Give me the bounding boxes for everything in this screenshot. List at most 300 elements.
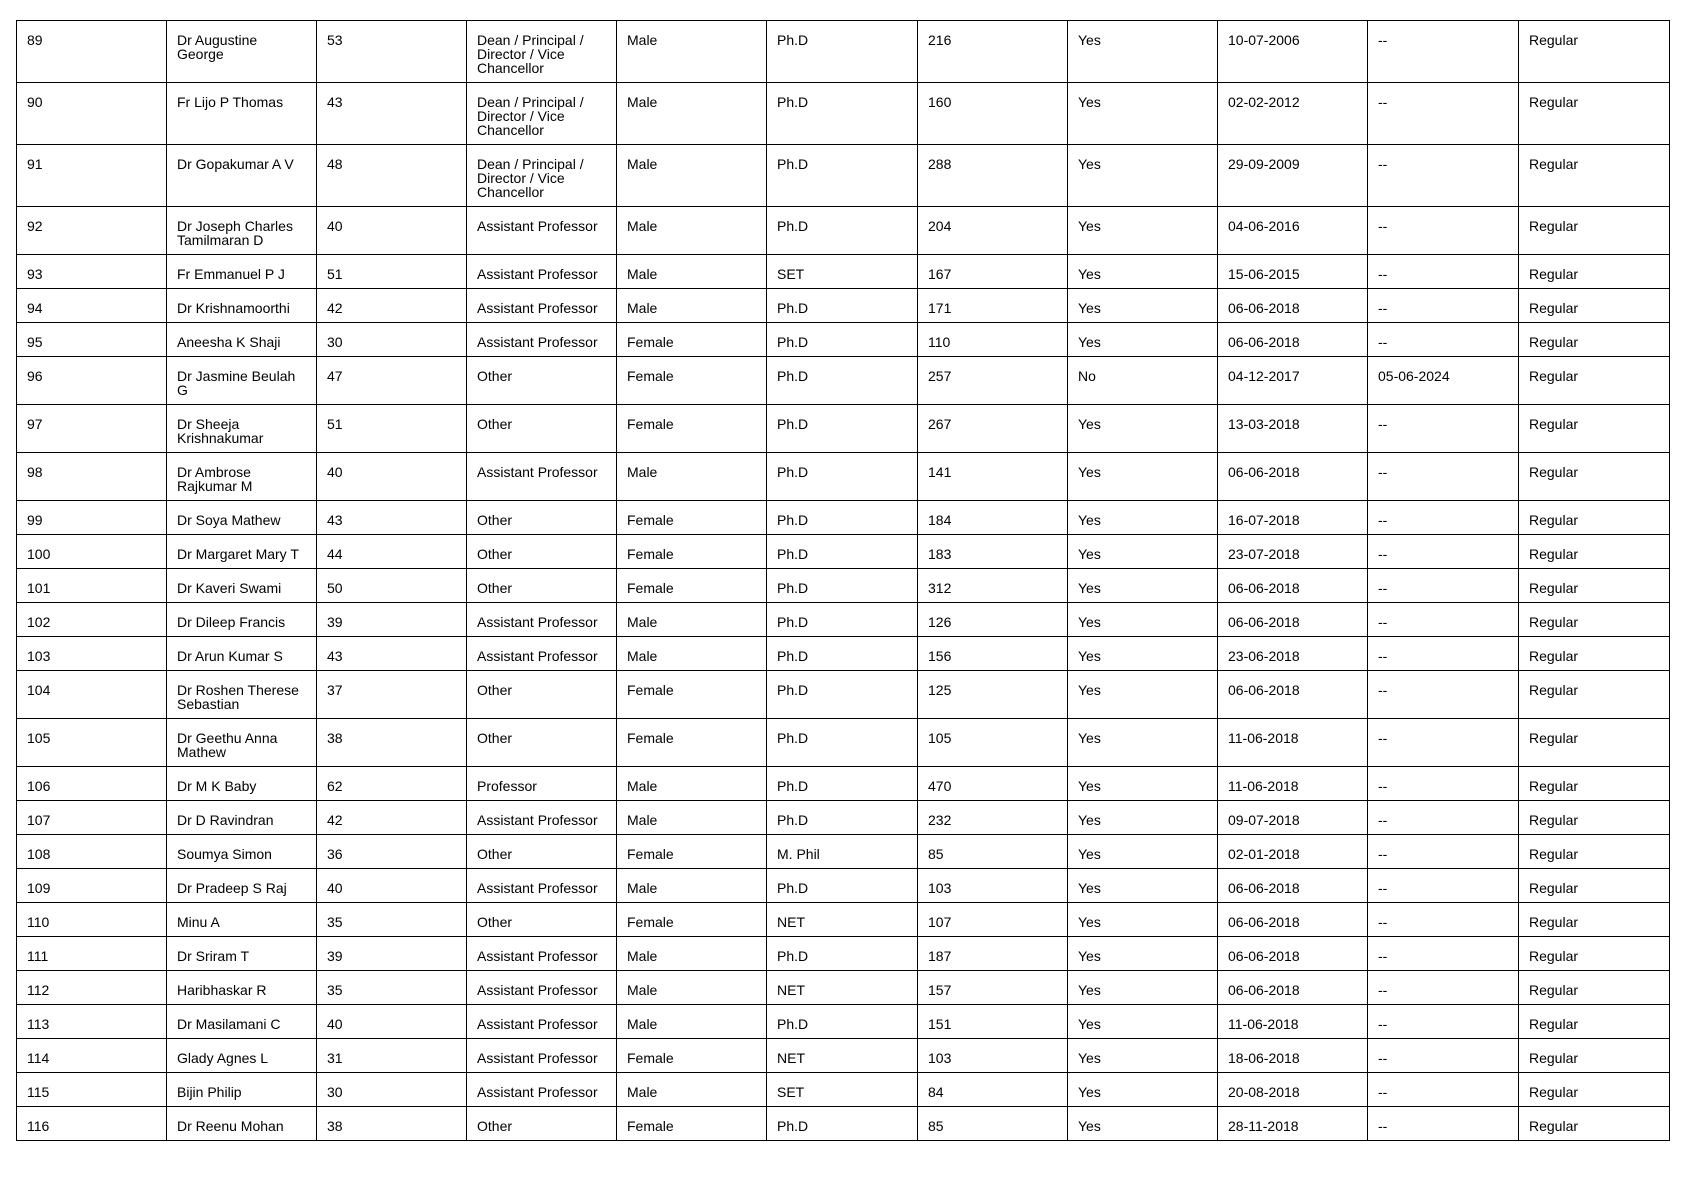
table-row — [17, 535, 1670, 569]
permanent-cell: Yes — [1068, 323, 1218, 357]
appointment-nature-cell: Regular — [1519, 903, 1670, 937]
name-cell: Haribhaskar R — [167, 971, 317, 1005]
leaving-date-cell: -- — [1368, 1073, 1519, 1107]
gender-cell: Male — [617, 255, 767, 289]
qualification-cell: NET — [767, 903, 918, 937]
experience-cell: 183 — [918, 535, 1068, 569]
designation-cell: Other — [467, 719, 617, 767]
experience-cell: 470 — [918, 767, 1068, 801]
designation-cell: Assistant Professor — [467, 453, 617, 501]
table-row — [17, 145, 1670, 207]
joining-date-cell: 02-02-2012 — [1218, 83, 1368, 145]
joining-date-cell: 10-07-2006 — [1218, 21, 1368, 83]
appointment-nature-cell: Regular — [1519, 323, 1670, 357]
name-cell: Soumya Simon — [167, 835, 317, 869]
joining-date-cell: 13-03-2018 — [1218, 405, 1368, 453]
gender-cell: Female — [617, 1107, 767, 1141]
gender-cell: Female — [617, 1039, 767, 1073]
appointment-nature-cell: Regular — [1519, 1005, 1670, 1039]
serial-number-cell: 104 — [17, 671, 167, 719]
gender-cell: Female — [617, 671, 767, 719]
designation-cell: Other — [467, 835, 617, 869]
name-cell: Dr Kaveri Swami — [167, 569, 317, 603]
serial-number-cell: 116 — [17, 1107, 167, 1141]
experience-cell: 103 — [918, 1039, 1068, 1073]
age-cell: 43 — [317, 501, 467, 535]
permanent-cell: Yes — [1068, 835, 1218, 869]
name-cell: Dr Joseph Charles Tamilmaran D — [167, 207, 317, 255]
experience-cell: 85 — [918, 1107, 1068, 1141]
leaving-date-cell: -- — [1368, 801, 1519, 835]
qualification-cell: Ph.D — [767, 501, 918, 535]
joining-date-cell: 04-06-2016 — [1218, 207, 1368, 255]
permanent-cell: Yes — [1068, 719, 1218, 767]
leaving-date-cell: -- — [1368, 569, 1519, 603]
experience-cell: 171 — [918, 289, 1068, 323]
qualification-cell: Ph.D — [767, 671, 918, 719]
age-cell: 38 — [317, 719, 467, 767]
experience-cell: 126 — [918, 603, 1068, 637]
age-cell: 30 — [317, 323, 467, 357]
joining-date-cell: 23-07-2018 — [1218, 535, 1368, 569]
serial-number-cell: 94 — [17, 289, 167, 323]
designation-cell: Assistant Professor — [467, 255, 617, 289]
appointment-nature-cell: Regular — [1519, 835, 1670, 869]
experience-cell: 156 — [918, 637, 1068, 671]
designation-cell: Assistant Professor — [467, 971, 617, 1005]
designation-cell: Other — [467, 1107, 617, 1141]
name-cell: Dr Soya Mathew — [167, 501, 317, 535]
experience-cell: 216 — [918, 21, 1068, 83]
permanent-cell: No — [1068, 357, 1218, 405]
serial-number-cell: 93 — [17, 255, 167, 289]
permanent-cell: Yes — [1068, 255, 1218, 289]
gender-cell: Male — [617, 767, 767, 801]
gender-cell: Female — [617, 535, 767, 569]
leaving-date-cell: -- — [1368, 83, 1519, 145]
gender-cell: Male — [617, 207, 767, 255]
permanent-cell: Yes — [1068, 405, 1218, 453]
leaving-date-cell: 05-06-2024 — [1368, 357, 1519, 405]
qualification-cell: Ph.D — [767, 289, 918, 323]
permanent-cell: Yes — [1068, 453, 1218, 501]
joining-date-cell: 06-06-2018 — [1218, 869, 1368, 903]
leaving-date-cell: -- — [1368, 323, 1519, 357]
appointment-nature-cell: Regular — [1519, 535, 1670, 569]
gender-cell: Female — [617, 719, 767, 767]
age-cell: 42 — [317, 289, 467, 323]
document-page — [16, 20, 1669, 1141]
serial-number-cell: 102 — [17, 603, 167, 637]
gender-cell: Female — [617, 357, 767, 405]
name-cell: Dr Reenu Mohan — [167, 1107, 317, 1141]
gender-cell: Male — [617, 971, 767, 1005]
experience-cell: 184 — [918, 501, 1068, 535]
serial-number-cell: 106 — [17, 767, 167, 801]
serial-number-cell: 108 — [17, 835, 167, 869]
designation-cell: Assistant Professor — [467, 869, 617, 903]
permanent-cell: Yes — [1068, 937, 1218, 971]
table-row — [17, 255, 1670, 289]
permanent-cell: Yes — [1068, 145, 1218, 207]
leaving-date-cell: -- — [1368, 207, 1519, 255]
joining-date-cell: 09-07-2018 — [1218, 801, 1368, 835]
designation-cell: Other — [467, 501, 617, 535]
appointment-nature-cell: Regular — [1519, 83, 1670, 145]
designation-cell: Other — [467, 357, 617, 405]
qualification-cell: SET — [767, 1073, 918, 1107]
qualification-cell: Ph.D — [767, 767, 918, 801]
designation-cell: Other — [467, 569, 617, 603]
serial-number-cell: 95 — [17, 323, 167, 357]
designation-cell: Assistant Professor — [467, 207, 617, 255]
name-cell: Dr Margaret Mary T — [167, 535, 317, 569]
appointment-nature-cell: Regular — [1519, 289, 1670, 323]
experience-cell: 105 — [918, 719, 1068, 767]
joining-date-cell: 15-06-2015 — [1218, 255, 1368, 289]
experience-cell: 257 — [918, 357, 1068, 405]
leaving-date-cell: -- — [1368, 903, 1519, 937]
designation-cell: Dean / Principal / Director / Vice Chancellor — [467, 21, 617, 83]
name-cell: Minu A — [167, 903, 317, 937]
permanent-cell: Yes — [1068, 83, 1218, 145]
table-row — [17, 21, 1670, 83]
table-row — [17, 1005, 1670, 1039]
serial-number-cell: 109 — [17, 869, 167, 903]
table-row — [17, 801, 1670, 835]
table-row — [17, 767, 1670, 801]
name-cell: Dr Masilamani C — [167, 1005, 317, 1039]
gender-cell: Male — [617, 937, 767, 971]
qualification-cell: Ph.D — [767, 405, 918, 453]
leaving-date-cell: -- — [1368, 719, 1519, 767]
name-cell: Glady Agnes L — [167, 1039, 317, 1073]
joining-date-cell: 06-06-2018 — [1218, 603, 1368, 637]
appointment-nature-cell: Regular — [1519, 145, 1670, 207]
table-row — [17, 569, 1670, 603]
appointment-nature-cell: Regular — [1519, 1073, 1670, 1107]
designation-cell: Other — [467, 903, 617, 937]
age-cell: 40 — [317, 207, 467, 255]
age-cell: 35 — [317, 903, 467, 937]
permanent-cell: Yes — [1068, 535, 1218, 569]
permanent-cell: Yes — [1068, 21, 1218, 83]
leaving-date-cell: -- — [1368, 145, 1519, 207]
name-cell: Dr Ambrose Rajkumar M — [167, 453, 317, 501]
age-cell: 40 — [317, 869, 467, 903]
leaving-date-cell: -- — [1368, 671, 1519, 719]
permanent-cell: Yes — [1068, 603, 1218, 637]
gender-cell: Female — [617, 323, 767, 357]
table-row — [17, 207, 1670, 255]
age-cell: 53 — [317, 21, 467, 83]
table-row — [17, 323, 1670, 357]
experience-cell: 85 — [918, 835, 1068, 869]
serial-number-cell: 107 — [17, 801, 167, 835]
qualification-cell: Ph.D — [767, 801, 918, 835]
age-cell: 47 — [317, 357, 467, 405]
age-cell: 42 — [317, 801, 467, 835]
appointment-nature-cell: Regular — [1519, 501, 1670, 535]
serial-number-cell: 115 — [17, 1073, 167, 1107]
appointment-nature-cell: Regular — [1519, 767, 1670, 801]
age-cell: 37 — [317, 671, 467, 719]
qualification-cell: Ph.D — [767, 603, 918, 637]
joining-date-cell: 20-08-2018 — [1218, 1073, 1368, 1107]
serial-number-cell: 112 — [17, 971, 167, 1005]
age-cell: 31 — [317, 1039, 467, 1073]
appointment-nature-cell: Regular — [1519, 971, 1670, 1005]
serial-number-cell: 113 — [17, 1005, 167, 1039]
permanent-cell: Yes — [1068, 207, 1218, 255]
leaving-date-cell: -- — [1368, 937, 1519, 971]
experience-cell: 187 — [918, 937, 1068, 971]
leaving-date-cell: -- — [1368, 767, 1519, 801]
serial-number-cell: 114 — [17, 1039, 167, 1073]
serial-number-cell: 105 — [17, 719, 167, 767]
gender-cell: Male — [617, 1073, 767, 1107]
name-cell: Bijin Philip — [167, 1073, 317, 1107]
appointment-nature-cell: Regular — [1519, 1107, 1670, 1141]
gender-cell: Male — [617, 21, 767, 83]
appointment-nature-cell: Regular — [1519, 869, 1670, 903]
permanent-cell: Yes — [1068, 569, 1218, 603]
appointment-nature-cell: Regular — [1519, 569, 1670, 603]
table-row — [17, 719, 1670, 767]
joining-date-cell: 06-06-2018 — [1218, 971, 1368, 1005]
appointment-nature-cell: Regular — [1519, 453, 1670, 501]
age-cell: 48 — [317, 145, 467, 207]
experience-cell: 167 — [918, 255, 1068, 289]
permanent-cell: Yes — [1068, 1107, 1218, 1141]
qualification-cell: Ph.D — [767, 719, 918, 767]
gender-cell: Male — [617, 869, 767, 903]
permanent-cell: Yes — [1068, 1073, 1218, 1107]
joining-date-cell: 16-07-2018 — [1218, 501, 1368, 535]
designation-cell: Assistant Professor — [467, 801, 617, 835]
joining-date-cell: 28-11-2018 — [1218, 1107, 1368, 1141]
table-row — [17, 1073, 1670, 1107]
name-cell: Dr Augustine George — [167, 21, 317, 83]
qualification-cell: Ph.D — [767, 569, 918, 603]
appointment-nature-cell: Regular — [1519, 21, 1670, 83]
name-cell: Dr Dileep Francis — [167, 603, 317, 637]
leaving-date-cell: -- — [1368, 453, 1519, 501]
qualification-cell: Ph.D — [767, 937, 918, 971]
permanent-cell: Yes — [1068, 501, 1218, 535]
permanent-cell: Yes — [1068, 971, 1218, 1005]
gender-cell: Male — [617, 637, 767, 671]
designation-cell: Dean / Principal / Director / Vice Chancellor — [467, 83, 617, 145]
joining-date-cell: 06-06-2018 — [1218, 937, 1368, 971]
permanent-cell: Yes — [1068, 289, 1218, 323]
gender-cell: Male — [617, 145, 767, 207]
faculty-table — [16, 20, 1670, 1141]
table-row — [17, 869, 1670, 903]
age-cell: 44 — [317, 535, 467, 569]
age-cell: 43 — [317, 83, 467, 145]
name-cell: Fr Emmanuel P J — [167, 255, 317, 289]
experience-cell: 267 — [918, 405, 1068, 453]
name-cell: Dr Roshen Therese Sebastian — [167, 671, 317, 719]
designation-cell: Assistant Professor — [467, 603, 617, 637]
leaving-date-cell: -- — [1368, 1107, 1519, 1141]
experience-cell: 110 — [918, 323, 1068, 357]
gender-cell: Female — [617, 405, 767, 453]
table-body — [17, 21, 1670, 1141]
appointment-nature-cell: Regular — [1519, 719, 1670, 767]
table-row — [17, 1107, 1670, 1141]
name-cell: Dr Pradeep S Raj — [167, 869, 317, 903]
leaving-date-cell: -- — [1368, 869, 1519, 903]
designation-cell: Assistant Professor — [467, 1005, 617, 1039]
leaving-date-cell: -- — [1368, 535, 1519, 569]
leaving-date-cell: -- — [1368, 289, 1519, 323]
name-cell: Fr Lijo P Thomas — [167, 83, 317, 145]
name-cell: Dr Geethu Anna Mathew — [167, 719, 317, 767]
appointment-nature-cell: Regular — [1519, 207, 1670, 255]
joining-date-cell: 06-06-2018 — [1218, 289, 1368, 323]
table-row — [17, 1039, 1670, 1073]
qualification-cell: NET — [767, 1039, 918, 1073]
designation-cell: Other — [467, 405, 617, 453]
permanent-cell: Yes — [1068, 671, 1218, 719]
experience-cell: 103 — [918, 869, 1068, 903]
serial-number-cell: 110 — [17, 903, 167, 937]
experience-cell: 204 — [918, 207, 1068, 255]
experience-cell: 232 — [918, 801, 1068, 835]
table-row — [17, 937, 1670, 971]
table-row — [17, 289, 1670, 323]
qualification-cell: Ph.D — [767, 357, 918, 405]
name-cell: Dr Krishnamoorthi — [167, 289, 317, 323]
qualification-cell: Ph.D — [767, 1107, 918, 1141]
experience-cell: 157 — [918, 971, 1068, 1005]
designation-cell: Assistant Professor — [467, 323, 617, 357]
gender-cell: Male — [617, 603, 767, 637]
name-cell: Dr Jasmine Beulah G — [167, 357, 317, 405]
serial-number-cell: 111 — [17, 937, 167, 971]
age-cell: 62 — [317, 767, 467, 801]
permanent-cell: Yes — [1068, 903, 1218, 937]
age-cell: 40 — [317, 1005, 467, 1039]
designation-cell: Other — [467, 535, 617, 569]
designation-cell: Assistant Professor — [467, 937, 617, 971]
permanent-cell: Yes — [1068, 767, 1218, 801]
appointment-nature-cell: Regular — [1519, 801, 1670, 835]
experience-cell: 151 — [918, 1005, 1068, 1039]
joining-date-cell: 06-06-2018 — [1218, 671, 1368, 719]
leaving-date-cell: -- — [1368, 501, 1519, 535]
age-cell: 51 — [317, 405, 467, 453]
table-row — [17, 405, 1670, 453]
age-cell: 51 — [317, 255, 467, 289]
serial-number-cell: 92 — [17, 207, 167, 255]
name-cell: Dr D Ravindran — [167, 801, 317, 835]
serial-number-cell: 100 — [17, 535, 167, 569]
name-cell: Dr Gopakumar A V — [167, 145, 317, 207]
qualification-cell: Ph.D — [767, 453, 918, 501]
experience-cell: 288 — [918, 145, 1068, 207]
serial-number-cell: 97 — [17, 405, 167, 453]
name-cell: Dr Arun Kumar S — [167, 637, 317, 671]
joining-date-cell: 06-06-2018 — [1218, 569, 1368, 603]
designation-cell: Other — [467, 671, 617, 719]
experience-cell: 84 — [918, 1073, 1068, 1107]
qualification-cell: Ph.D — [767, 207, 918, 255]
age-cell: 39 — [317, 937, 467, 971]
permanent-cell: Yes — [1068, 637, 1218, 671]
designation-cell: Assistant Professor — [467, 1039, 617, 1073]
table-row — [17, 603, 1670, 637]
serial-number-cell: 91 — [17, 145, 167, 207]
leaving-date-cell: -- — [1368, 255, 1519, 289]
appointment-nature-cell: Regular — [1519, 357, 1670, 405]
qualification-cell: Ph.D — [767, 1005, 918, 1039]
name-cell: Dr Sheeja Krishnakumar — [167, 405, 317, 453]
qualification-cell: Ph.D — [767, 323, 918, 357]
table-row — [17, 83, 1670, 145]
leaving-date-cell: -- — [1368, 603, 1519, 637]
table-row — [17, 501, 1670, 535]
appointment-nature-cell: Regular — [1519, 255, 1670, 289]
appointment-nature-cell: Regular — [1519, 637, 1670, 671]
serial-number-cell: 103 — [17, 637, 167, 671]
serial-number-cell: 101 — [17, 569, 167, 603]
leaving-date-cell: -- — [1368, 1039, 1519, 1073]
experience-cell: 160 — [918, 83, 1068, 145]
permanent-cell: Yes — [1068, 1039, 1218, 1073]
qualification-cell: Ph.D — [767, 535, 918, 569]
permanent-cell: Yes — [1068, 1005, 1218, 1039]
age-cell: 30 — [317, 1073, 467, 1107]
leaving-date-cell: -- — [1368, 405, 1519, 453]
appointment-nature-cell: Regular — [1519, 405, 1670, 453]
name-cell: Aneesha K Shaji — [167, 323, 317, 357]
table-row — [17, 671, 1670, 719]
gender-cell: Female — [617, 501, 767, 535]
qualification-cell: Ph.D — [767, 21, 918, 83]
joining-date-cell: 18-06-2018 — [1218, 1039, 1368, 1073]
serial-number-cell: 90 — [17, 83, 167, 145]
leaving-date-cell: -- — [1368, 21, 1519, 83]
joining-date-cell: 11-06-2018 — [1218, 1005, 1368, 1039]
qualification-cell: SET — [767, 255, 918, 289]
appointment-nature-cell: Regular — [1519, 937, 1670, 971]
table-row — [17, 835, 1670, 869]
qualification-cell: Ph.D — [767, 869, 918, 903]
joining-date-cell: 04-12-2017 — [1218, 357, 1368, 405]
serial-number-cell: 98 — [17, 453, 167, 501]
designation-cell: Assistant Professor — [467, 637, 617, 671]
age-cell: 36 — [317, 835, 467, 869]
designation-cell: Assistant Professor — [467, 1073, 617, 1107]
appointment-nature-cell: Regular — [1519, 671, 1670, 719]
gender-cell: Female — [617, 835, 767, 869]
serial-number-cell: 99 — [17, 501, 167, 535]
gender-cell: Male — [617, 289, 767, 323]
leaving-date-cell: -- — [1368, 835, 1519, 869]
age-cell: 35 — [317, 971, 467, 1005]
leaving-date-cell: -- — [1368, 1005, 1519, 1039]
gender-cell: Male — [617, 453, 767, 501]
appointment-nature-cell: Regular — [1519, 1039, 1670, 1073]
gender-cell: Female — [617, 569, 767, 603]
gender-cell: Male — [617, 83, 767, 145]
joining-date-cell: 29-09-2009 — [1218, 145, 1368, 207]
experience-cell: 125 — [918, 671, 1068, 719]
joining-date-cell: 06-06-2018 — [1218, 903, 1368, 937]
